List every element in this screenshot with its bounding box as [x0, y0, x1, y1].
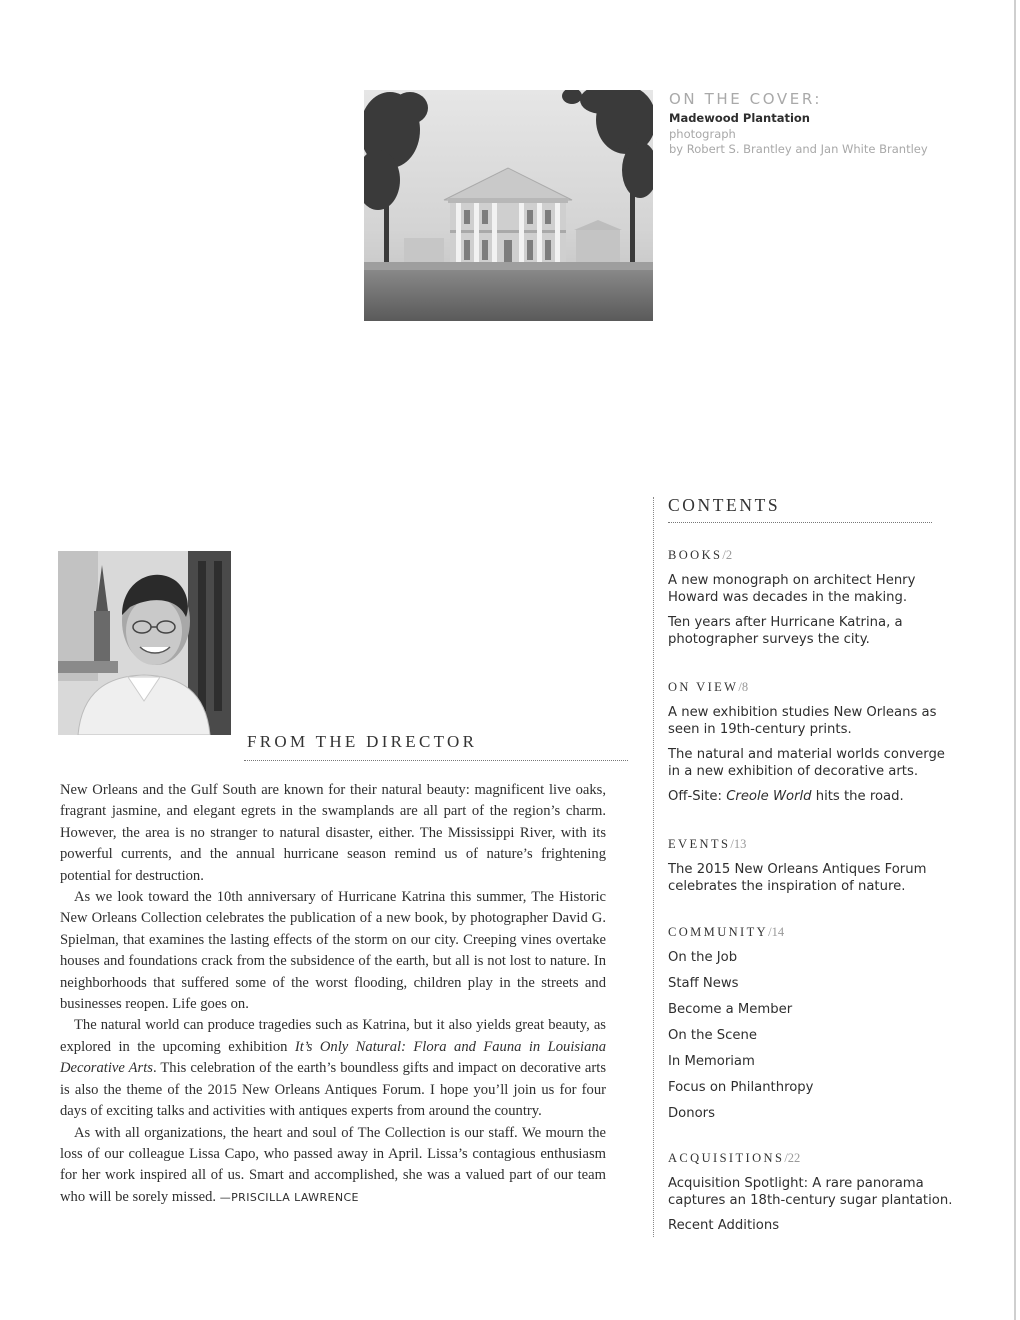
contents-rule [668, 522, 932, 523]
section-label: ON VIEW [668, 680, 739, 694]
letter-paragraph: As we look toward the 10th anniversary of Hurricane Katrina this summer, The Historic New Orleans Collection celebrates the publication of a new book, by photographer David G. Spielman, that examines the lasting effects of the storm on our city. Creeping vines overtake houses and foundations crack from the subsidence of the earth, but all is not lost to nature. In neighborhoods that suffered some of the worst flooding, children play in the streets and businesses reopen. Life goes on. [60, 889, 606, 1013]
contents-entry[interactable]: Staff News [668, 976, 739, 991]
section-on-view [668, 680, 958, 813]
signature: —PRISCILLA LAWRENCE [219, 1190, 359, 1204]
section-label: EVENTS [668, 837, 731, 851]
contents [668, 495, 953, 1233]
contents-title: CONTENTS [668, 495, 781, 515]
section-page: 13 [733, 837, 747, 851]
cover-photo [364, 90, 653, 321]
section-label: BOOKS [668, 548, 723, 562]
letter-paragraph [60, 1015, 606, 1122]
exhibition-title: It’s Only Natural: Flora and Fauna in Louisiana Decorative Arts [60, 1038, 607, 1077]
page-edge [1014, 0, 1016, 1320]
contents-entry[interactable]: Become a Member [668, 1002, 793, 1017]
contents-entry[interactable]: The 2015 New Orleans Antiques Forum celebrates the inspiration of nature. [668, 862, 927, 894]
section-acquisitions [668, 1151, 958, 1242]
contents-entry[interactable]: Focus on Philanthropy [668, 1080, 814, 1095]
entry-text: Off-Site: [668, 789, 727, 804]
section-heading [668, 680, 958, 695]
director-portrait [58, 551, 231, 735]
director-rule [244, 760, 628, 761]
exhibition-title: Creole World [726, 789, 812, 804]
cover-title: Madewood Plantation [669, 111, 810, 125]
director-heading: FROM THE DIRECTOR [247, 732, 478, 751]
cover-heading: ON THE COVER: [669, 90, 823, 108]
cover-caption [669, 90, 999, 157]
section-books [668, 548, 958, 656]
contents-entry[interactable]: On the Scene [668, 1028, 757, 1043]
letter-text: . This celebration of the earth’s boundless gifts and impact on decorative arts is also the theme of the 2015 New Orleans Antiques Forum. I hope you’ll join us for four days of exciting talks and activities with antiques experts from around the country. [60, 1060, 606, 1120]
director-letter [60, 780, 606, 1208]
section-slash: / [730, 837, 734, 851]
contents-entry[interactable]: On the Job [668, 950, 738, 965]
contents-column-rule [653, 497, 654, 1237]
section-label: COMMUNITY [668, 925, 769, 939]
contents-entry[interactable]: A new exhibition studies New Orleans as seen in 19th-century prints. [668, 705, 937, 737]
contents-entry[interactable]: Acquisition Spotlight: A rare panorama captures an 18th-century sugar plantation. [668, 1176, 953, 1208]
contents-entry[interactable] [668, 788, 958, 805]
section-heading [668, 1151, 958, 1166]
section-heading [668, 837, 958, 852]
section-slash: / [784, 1151, 788, 1165]
section-heading [668, 925, 958, 940]
section-page: 14 [771, 925, 785, 939]
letter-text: The natural world can produce tragedies such as Katrina, but it also yields great beauty, as explored in the upcoming exhibition [60, 1017, 606, 1055]
contents-entry[interactable]: In Memoriam [668, 1054, 755, 1069]
letter-text: As with all organizations, the heart and soul of The Collection is our staff. We mourn the loss of our colleague Lissa Capo, who passed away in April. Lissa’s contagious enthusiasm for her work inspired all of us. Smart and accomplished, she was a valued part of our team who will be sorely missed. [60, 1124, 606, 1205]
letter-paragraph: New Orleans and the Gulf South are known for their natural beauty: magnificent live oaks, fragrant jasmine, and elegant egrets in the swamplands are all part of the region’s charm. However, the area is no stranger to natural disaster, either. The Mississippi River, with its powerful currents, and the annual hurricane season remind us of nature’s frightening potential for destruction. [60, 782, 606, 884]
section-community [668, 925, 958, 1131]
section-slash: / [738, 680, 742, 694]
entry-text: hits the road. [811, 789, 904, 804]
section-slash: / [722, 548, 726, 562]
contents-entry[interactable]: Ten years after Hurricane Katrina, a photographer surveys the city. [668, 615, 903, 647]
section-page: 8 [741, 680, 749, 694]
contents-entry[interactable]: Recent Additions [668, 1218, 780, 1233]
contents-entry[interactable]: A new monograph on architect Henry Howard was decades in the making. [668, 573, 916, 605]
section-events [668, 837, 958, 903]
cover-credit: by Robert S. Brantley and Jan White Brantley [669, 142, 928, 156]
section-page: 2 [725, 548, 733, 562]
section-page: 22 [787, 1151, 801, 1165]
section-heading [668, 548, 958, 563]
contents-entry[interactable]: Donors [668, 1106, 715, 1121]
section-slash: / [768, 925, 772, 939]
letter-paragraph [60, 1123, 606, 1209]
cover-medium: photograph [669, 127, 736, 141]
section-label: ACQUISITIONS [668, 1151, 785, 1165]
contents-entry[interactable]: The natural and material worlds converge in a new exhibition of decorative arts. [668, 747, 945, 779]
